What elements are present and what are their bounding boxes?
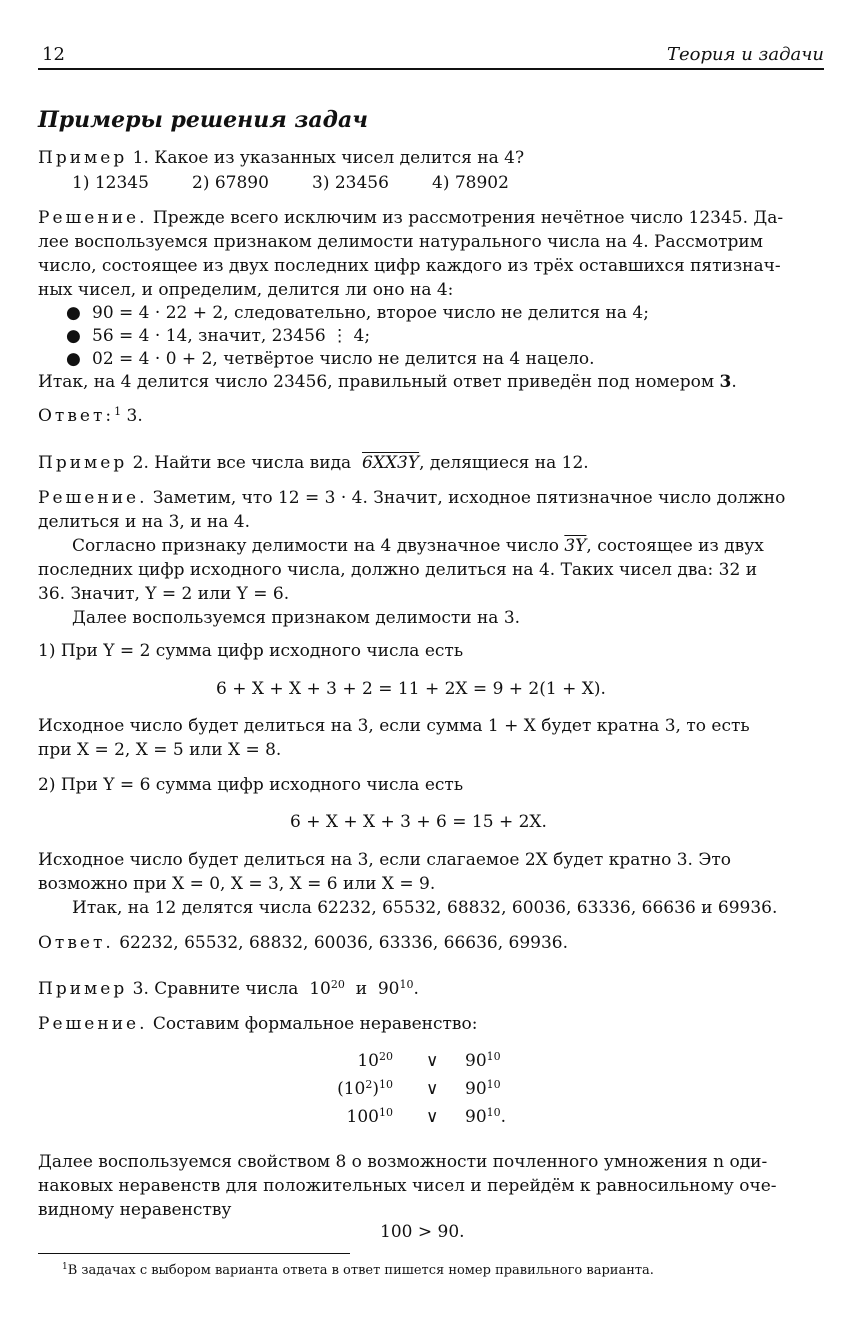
example-3-para-3: видному неравенству	[38, 1200, 232, 1220]
bullet-icon: ●	[66, 349, 81, 369]
footnote-rule	[38, 1253, 350, 1254]
example-2-line-5: 36. Значит, Y = 2 или Y = 6.	[38, 584, 290, 604]
bullet-icon: ●	[66, 326, 81, 346]
example-2-question: Пример 2. Найти все числа вида 6XX3Y, делящиеся на 12.	[38, 453, 589, 473]
example-2-solution-line-1: Решение. Заметим, что 12 = 3 · 4. Значит, исходное пятизначное число должно	[38, 488, 786, 508]
cmp-symbol: ∨	[426, 1051, 439, 1071]
example-1-solution-line-2: лее воспользуемся признаком делимости натурального числа на 4. Рассмотрим	[38, 232, 763, 252]
case-1-text-2: при X = 2, X = 5 или X = 8.	[38, 740, 282, 760]
example-3-solution: Решение. Составим формальное неравенство:	[38, 1014, 478, 1034]
example-1-solution-line-3: число, состоящее из двух последних цифр каждого из трёх оставшихся пятизнач-	[38, 256, 781, 276]
example-2-line-4: последних цифр исходного числа, должно делиться на 4. Таких чисел два: 32 и	[38, 560, 758, 580]
example-2-conclusion: Итак, на 12 делятся числа 62232, 65532, 68832, 60036, 63336, 66636 и 69936.	[72, 898, 778, 918]
equation-1: 6 + X + X + 3 + 2 = 11 + 2X = 9 + 2(1 + X).	[216, 679, 606, 699]
option-2: 2) 67890	[192, 173, 269, 193]
example-3-para-1: Далее воспользуемся свойством 8 о возможности почленного умножения n оди-	[38, 1152, 768, 1172]
case-1-text-1: Исходное число будет делиться на 3, если сумма 1 + X будет кратна 3, то есть	[38, 716, 750, 736]
header-rule	[38, 68, 824, 70]
example-label: Пример	[38, 148, 128, 168]
page-number: 12	[42, 44, 65, 65]
bullet-item-3: 02 = 4 · 0 + 2, четвёртое число не делится на 4 нацело.	[92, 349, 595, 369]
cmp-row-1-lhs: $10^{20}$	[357, 1050, 393, 1071]
equation-2: 6 + X + X + 3 + 6 = 15 + 2X.	[290, 812, 547, 832]
bullet-icon: ●	[66, 303, 81, 323]
example-3-para-2: наковых неравенств для положительных чисел и перейдём к равносильному оче-	[38, 1176, 777, 1196]
bullet-item-2: 56 = 4 · 14, значит, 23456 ⋮ 4;	[92, 326, 371, 346]
footnote: $^1$В задачах с выбором варианта ответа в ответ пишется номер правильного варианта.	[62, 1262, 654, 1278]
example-2-line-3: Согласно признаку делимости на 4 двузначное число 3Y, состоящее из двух	[72, 536, 764, 556]
option-1: 1) 12345	[72, 173, 149, 193]
example-1-answer: Ответ:$^1$ 3.	[38, 405, 143, 426]
example-1-conclusion: Итак, на 4 делится число 23456, правильный ответ приведён под номером 3.	[38, 372, 737, 392]
cmp-row-2-rhs: $90^{10}$	[465, 1078, 501, 1099]
final-inequality: 100 > 90.	[380, 1222, 465, 1242]
case-1-heading: 1) При Y = 2 сумма цифр исходного числа есть	[38, 641, 464, 661]
cmp-symbol: ∨	[426, 1079, 439, 1099]
section-title: Примеры решения задач	[38, 107, 368, 133]
case-2-text-1: Исходное число будет делиться на 3, если слагаемое 2X будет кратно 3. Это	[38, 850, 732, 870]
case-2-text-2: возможно при X = 0, X = 3, X = 6 или X = 9.	[38, 874, 436, 894]
running-title: Теория и задачи	[666, 44, 824, 65]
example-2-answer: Ответ. 62232, 65532, 68832, 60036, 63336, 66636, 69936.	[38, 933, 569, 953]
option-4: 4) 78902	[432, 173, 509, 193]
example-1-solution-line-1: Решение. Прежде всего исключим из рассмотрения нечётное число 12345. Да-	[38, 208, 784, 228]
cmp-row-3-rhs: $90^{10}$.	[465, 1106, 507, 1127]
example-2-line-2: делиться и на 3, и на 4.	[38, 512, 251, 532]
cmp-symbol: ∨	[426, 1107, 439, 1127]
example-2-line-6: Далее воспользуемся признаком делимости на 3.	[72, 608, 521, 628]
cmp-row-2-lhs: $(10^2)^{10}$	[337, 1078, 393, 1099]
example-1-question: Пример 1. Какое из указанных чисел делится на 4?	[38, 148, 525, 168]
case-2-heading: 2) При Y = 6 сумма цифр исходного числа есть	[38, 775, 464, 795]
cmp-row-3-lhs: $100^{10}$	[346, 1106, 393, 1127]
example-3-question: Пример 3. Сравните числа $10^{20}$ и $90^{10}$.	[38, 978, 419, 999]
bullet-item-1: 90 = 4 · 22 + 2, следовательно, второе число не делится на 4;	[92, 303, 649, 323]
cmp-row-1-rhs: $90^{10}$	[465, 1050, 501, 1071]
option-3: 3) 23456	[312, 173, 389, 193]
example-1-solution-line-4: ных чисел, и определим, делится ли оно на 4:	[38, 280, 454, 300]
